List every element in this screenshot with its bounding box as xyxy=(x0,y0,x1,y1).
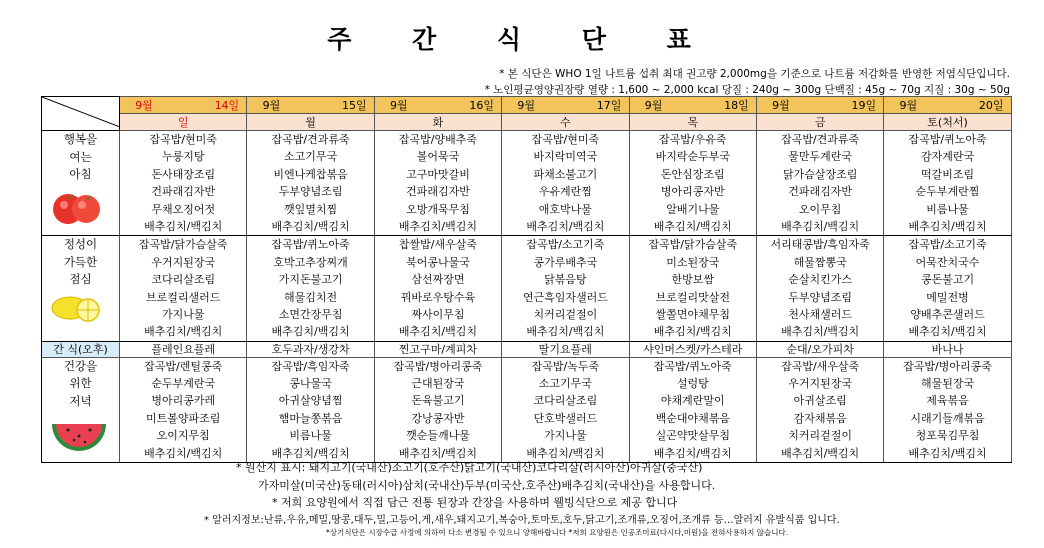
menu-item: 배추김치/백김치 xyxy=(526,325,605,339)
watermelon-illustration xyxy=(48,420,110,454)
meal-row xyxy=(42,357,1012,462)
menu-item: 배추김치/백김치 xyxy=(398,446,478,460)
menu-item: 천사채샐러드 xyxy=(788,307,853,321)
menu-cell xyxy=(629,357,756,462)
date-cell xyxy=(756,97,883,114)
menu-item: 배추김치/백김치 xyxy=(271,219,350,233)
menu-item: 근대된장국 xyxy=(411,377,465,391)
meal-label-cell xyxy=(42,236,120,341)
menu-cell xyxy=(502,131,629,236)
menu-item: 쌀쫄면야채무침 xyxy=(655,307,730,321)
menu-item: 물만두계란국 xyxy=(788,150,853,164)
menu-item: 건파래김자반 xyxy=(788,185,853,199)
menu-cell xyxy=(884,131,1011,236)
menu-cell xyxy=(374,236,501,341)
weekday-row xyxy=(42,114,1012,131)
menu-item: 배추김치/백김치 xyxy=(398,325,478,339)
menu-item: 잡곡밥/흑임자죽 xyxy=(271,359,350,373)
menu-item: 감자계란국 xyxy=(920,150,975,164)
date-cell xyxy=(884,97,1011,114)
meal-label: 가득한 xyxy=(63,254,98,269)
menu-item: 볼어묵국 xyxy=(416,150,460,164)
menu-item: 배추김치/백김치 xyxy=(653,219,732,233)
snack-item: 호두과자/생강차 xyxy=(247,341,374,357)
menu-item: 비름나물 xyxy=(926,202,969,216)
menu-item: 고구마맛갈비 xyxy=(406,167,470,181)
date-cell xyxy=(120,97,247,114)
menu-cell xyxy=(756,131,883,236)
menu-item: 아귀살양념찜 xyxy=(278,394,343,408)
menu-item: 배추김치/백김치 xyxy=(781,325,860,339)
menu-item: 누룽지탕 xyxy=(161,150,205,164)
menu-item: 깻잎멸치찜 xyxy=(284,202,338,216)
date-row xyxy=(42,97,1012,114)
menu-item: 비름나물 xyxy=(289,429,332,443)
sauce-note: * 저희 요양원에서 직접 담근 전통 된장과 간장을 사용하며 웰빙식단으로 제공 합니다 xyxy=(272,496,678,509)
weekday-cell: 금 xyxy=(756,114,883,131)
menu-item: 가지나물 xyxy=(161,307,205,321)
menu-item: 배추김치/백김치 xyxy=(271,446,350,460)
menu-cell xyxy=(247,357,374,462)
menu-item: 오이지무침 xyxy=(156,429,210,443)
menu-item: 배추김치/백김치 xyxy=(144,446,223,460)
menu-item: 잡곡밥/렌틸콩죽 xyxy=(144,359,223,373)
menu-item: 돈사태장조림 xyxy=(151,167,216,181)
menu-item: 찹쌀밥/새우살죽 xyxy=(398,238,478,252)
menu-cell xyxy=(502,236,629,341)
menu-item: 잡곡밥/병아리콩죽 xyxy=(903,359,992,373)
menu-item: 소면간장무침 xyxy=(278,307,343,321)
weekday-cell: 목 xyxy=(629,114,756,131)
menu-item: 메밀전병 xyxy=(926,290,969,304)
snack-item: 딸기요플레 xyxy=(502,341,629,357)
menu-item: 서리태콩밥/흑임자죽 xyxy=(770,238,870,252)
menu-item: 두부양념조림 xyxy=(278,185,343,199)
menu-item: 돈안심장조림 xyxy=(660,167,725,181)
menu-item: 병아리콩자반 xyxy=(660,185,725,199)
snack-label: 간 식(오후) xyxy=(42,341,120,357)
menu-item: 야채계란말이 xyxy=(660,394,725,408)
menu-item: 바지락미역국 xyxy=(533,150,598,164)
menu-cell xyxy=(120,357,247,462)
snack-row xyxy=(42,341,1012,357)
menu-cell xyxy=(120,236,247,341)
menu-item: 짜사이무침 xyxy=(411,307,465,321)
menu-item: 순살치킨가스 xyxy=(788,273,853,287)
origin-note: * 원산지 표시: 돼지고기(국내산)소고기(호주산)닭고기(국내산)코다리살(러시아산)아귀살(중국산) xyxy=(236,461,703,474)
menu-cell xyxy=(629,131,756,236)
meal-label-cell xyxy=(42,131,120,236)
meal-label: 건강을 xyxy=(63,358,98,373)
menu-cell xyxy=(756,236,883,341)
menu-item: 파채소불고기 xyxy=(533,167,598,181)
menu-item: 잡곡밥/닭가슴살죽 xyxy=(648,238,738,252)
menu-item: 배추김치/백김치 xyxy=(526,446,605,460)
menu-item: 치커리겉절이 xyxy=(533,307,598,321)
menu-item: 순두부계란국 xyxy=(151,377,216,391)
menu-cell xyxy=(247,131,374,236)
menu-item: 아귀살조림 xyxy=(793,394,847,408)
menu-item: 잡곡밥/새우살죽 xyxy=(781,359,860,373)
menu-cell xyxy=(502,357,629,462)
menu-item: 배추김치/백김치 xyxy=(908,446,987,460)
menu-cell xyxy=(374,131,501,236)
menu-item: 배추김치/백김치 xyxy=(781,219,860,233)
menu-item: 백순대야채볶음 xyxy=(655,411,730,425)
menu-item: 배추김치/백김치 xyxy=(781,446,860,460)
corner-cell xyxy=(42,97,120,131)
menu-item: 알배기나물 xyxy=(666,202,720,216)
date-day: 15일 xyxy=(341,99,367,112)
snack-item: 바나나 xyxy=(884,341,1011,357)
date-month: 9월 xyxy=(899,99,918,112)
date-month: 9월 xyxy=(644,99,663,112)
menu-item: 가지돈불고기 xyxy=(278,273,343,287)
date-month: 9월 xyxy=(517,99,535,112)
menu-item: 양배추콘샐러드 xyxy=(910,307,985,321)
menu-cell xyxy=(756,357,883,462)
menu-item: 청포묵김무침 xyxy=(915,429,980,443)
menu-item: 미소된장국 xyxy=(666,255,720,269)
menu-item: 코다리살조림 xyxy=(151,273,216,287)
date-day: 18일 xyxy=(724,99,749,112)
menu-item: 우유계란찜 xyxy=(538,185,592,199)
menu-item: 잡곡밥/현미죽 xyxy=(531,133,600,146)
menu-item: 잡곡밥/견과류죽 xyxy=(781,133,860,146)
date-month: 9월 xyxy=(262,99,281,112)
date-day: 16일 xyxy=(469,99,494,112)
menu-item: 배추김치/백김치 xyxy=(908,219,987,233)
page-title: 주 간 식 단 표 xyxy=(327,25,717,54)
lemon-illustration xyxy=(48,288,104,324)
date-day: 20일 xyxy=(978,99,1004,112)
menu-item: 닭가슴살장조림 xyxy=(782,167,858,181)
menu-item: 소고기무국 xyxy=(284,150,338,164)
snack-item: 순대/오가피차 xyxy=(756,341,883,357)
menu-item: 단호박샐러드 xyxy=(533,411,598,425)
menu-item: 깻순들깨나물 xyxy=(406,429,470,443)
menu-item: 배추김치/백김치 xyxy=(144,325,223,339)
menu-item: 건파래김자반 xyxy=(151,185,216,199)
date-cell xyxy=(374,97,501,114)
snack-item: 찐고구마/계피차 xyxy=(374,341,501,357)
menu-item: 설렁탕 xyxy=(676,377,709,391)
menu-item: 콩나물국 xyxy=(289,377,332,391)
tomato-illustration xyxy=(48,187,108,227)
menu-item: 잡곡밥/소고기죽 xyxy=(908,238,987,252)
menu-item: 배추김치/백김치 xyxy=(271,325,350,339)
weekly-menu-table xyxy=(41,96,1012,463)
menu-item: 잡곡밥/닭가슴살죽 xyxy=(138,238,228,252)
menu-cell xyxy=(374,357,501,462)
menu-item: 콩돈불고기 xyxy=(920,273,975,287)
snack-item: 플레인요플레 xyxy=(120,341,247,357)
menu-item: 북어콩나물국 xyxy=(406,255,470,269)
date-day: 17일 xyxy=(596,99,622,112)
menu-cell xyxy=(884,357,1011,462)
menu-item: 실곤약맛살무침 xyxy=(655,429,730,443)
allergy-note: * 알러지정보:난류,우유,메밀,땅콩,대두,밀,고등어,게,새우,돼지고기,복숭아,토마토,호두,닭고기,조개류,오징어,조개류 등…알러지 유발식품 입니다. xyxy=(204,515,840,526)
sodium-note: * 본 식단은 WHO 1일 나트륨 섭취 최대 권고량 2,000mg을 기준으로 나트륨 저감화를 반영한 저염식단입니다. xyxy=(499,68,1010,80)
menu-item: 잡곡밥/우유죽 xyxy=(659,133,727,146)
menu-item: 바지락순두부국 xyxy=(655,150,730,164)
menu-item: 어묵잔치국수 xyxy=(915,255,980,269)
menu-item: 돈육불고기 xyxy=(411,394,465,408)
diagonal-line xyxy=(42,97,120,127)
origin-note-continued: 가자미살(미국산)동태(러시아)삼치(국내산)두부(미국산,호주산)배추김치(국내산)을 사용합니다. xyxy=(258,479,716,492)
menu-item: 잡곡밥/소고기죽 xyxy=(526,238,605,252)
menu-item: 시래기들깨볶음 xyxy=(910,411,985,425)
menu-item: 배추김치/백김치 xyxy=(653,446,732,460)
menu-item: 닭볶음탕 xyxy=(544,273,587,287)
menu-item: 브로컬리샐러드 xyxy=(146,290,221,304)
meal-label: 정성이 xyxy=(63,237,98,252)
menu-item: 해물된장국 xyxy=(920,377,975,391)
menu-item: 햄마늘쫑볶음 xyxy=(278,411,343,425)
menu-item: 우거지된장국 xyxy=(788,377,853,391)
date-day: 14일 xyxy=(214,99,240,112)
snack-item: 샤인머스켓/카스테라 xyxy=(629,341,756,357)
date-month: 9월 xyxy=(772,99,790,112)
menu-cell xyxy=(247,236,374,341)
menu-item: 감자채볶음 xyxy=(793,411,847,425)
menu-item: 병아리콩카레 xyxy=(151,394,216,408)
meal-label: 여는 xyxy=(69,149,92,164)
meal-label: 위한 xyxy=(69,376,92,391)
menu-item: 건파래김자반 xyxy=(406,185,470,199)
menu-item: 떡갈비조림 xyxy=(920,167,975,181)
menu-item: 배추김치/백김치 xyxy=(526,219,605,233)
menu-item: 치커리겉절이 xyxy=(788,429,853,443)
menu-item: 꿔바로우탕수육 xyxy=(400,290,476,304)
menu-item: 무채오징어젓 xyxy=(151,202,216,216)
menu-item: 잡곡밥/퀴노아죽 xyxy=(653,359,732,373)
date-cell xyxy=(247,97,374,114)
menu-item: 배추김치/백김치 xyxy=(908,325,987,339)
menu-item: 한방보쌈 xyxy=(671,273,715,287)
menu-item: 배추김치/백김치 xyxy=(144,219,223,233)
menu-item: 제육볶음 xyxy=(926,394,969,408)
weekday-cell: 일 xyxy=(120,114,247,131)
menu-item: 잡곡밥/병아리콩죽 xyxy=(393,359,483,373)
date-month: 9월 xyxy=(389,99,408,112)
weekday-cell: 월 xyxy=(247,114,374,131)
menu-item: 코다리살조림 xyxy=(533,394,598,408)
menu-item: 콩가루배추국 xyxy=(533,255,598,269)
menu-item: 오방개묵무침 xyxy=(406,202,470,216)
menu-item: 순두부계란찜 xyxy=(915,185,980,199)
menu-item: 비엔나케찹볶음 xyxy=(273,167,348,181)
meal-row xyxy=(42,131,1012,236)
menu-item: 배추김치/백김치 xyxy=(653,325,732,339)
date-day: 19일 xyxy=(851,99,877,112)
menu-item: 연근흑임자샐러드 xyxy=(522,290,608,304)
menu-item: 해물김치전 xyxy=(284,290,338,304)
weekday-cell: 토(처서) xyxy=(884,114,1011,131)
meal-label: 아침 xyxy=(69,167,92,181)
meal-row xyxy=(42,236,1012,341)
menu-item: 가지나물 xyxy=(544,429,587,443)
nutrition-note: * 노인평균영양권장량 열량 : 1,600 ~ 2,000 kcal 당질 : 240g ~ 300g 단백질 : 45g ~ 70g 지질 : 30g ~ 50g xyxy=(484,84,1010,96)
menu-item: 잡곡밥/녹두죽 xyxy=(531,359,600,373)
menu-cell xyxy=(629,236,756,341)
meal-label: 행복을 xyxy=(63,132,98,146)
weekday-cell: 화 xyxy=(374,114,501,131)
menu-item: 해물짬뽕국 xyxy=(793,255,847,269)
menu-item: 소고기무국 xyxy=(538,377,592,391)
menu-item: 잡곡밥/퀴노아죽 xyxy=(908,133,987,146)
menu-item: 오이무침 xyxy=(798,202,842,216)
menu-item: 잡곡밥/퀴노아죽 xyxy=(271,238,350,252)
menu-cell xyxy=(884,236,1011,341)
menu-item: 애호박나물 xyxy=(538,202,592,216)
meal-label-cell xyxy=(42,357,120,462)
menu-item: 미트볼양파조림 xyxy=(146,411,221,425)
menu-item: 잡곡밥/양배추죽 xyxy=(398,133,478,146)
date-month: 9월 xyxy=(135,99,153,112)
menu-item: 호박고추장찌개 xyxy=(273,255,348,269)
menu-item: 배추김치/백김치 xyxy=(398,219,478,233)
menu-item: 브로컬리맛살전 xyxy=(655,290,730,304)
menu-item: 우거지된장국 xyxy=(151,255,216,269)
disclaimer-note: *상기식단은 시장수급 사정에 의하여 다소 변경될 수 있으니 양해바랍니다 *저희 요양원은 인공조미료(다시다,미원)을 전혀사용하지 않습니다. xyxy=(326,528,789,537)
menu-cell xyxy=(120,131,247,236)
date-cell xyxy=(629,97,756,114)
menu-item: 두부양념조림 xyxy=(788,290,853,304)
menu-item: 잡곡밥/현미죽 xyxy=(149,133,217,146)
meal-label: 점심 xyxy=(69,272,92,287)
menu-item: 삼선짜장면 xyxy=(411,273,465,287)
date-cell xyxy=(502,97,629,114)
menu-item: 잡곡밥/견과류죽 xyxy=(271,133,350,146)
menu-item: 강낭콩자반 xyxy=(411,411,465,425)
meal-label: 저녁 xyxy=(69,393,92,408)
weekday-cell: 수 xyxy=(502,114,629,131)
